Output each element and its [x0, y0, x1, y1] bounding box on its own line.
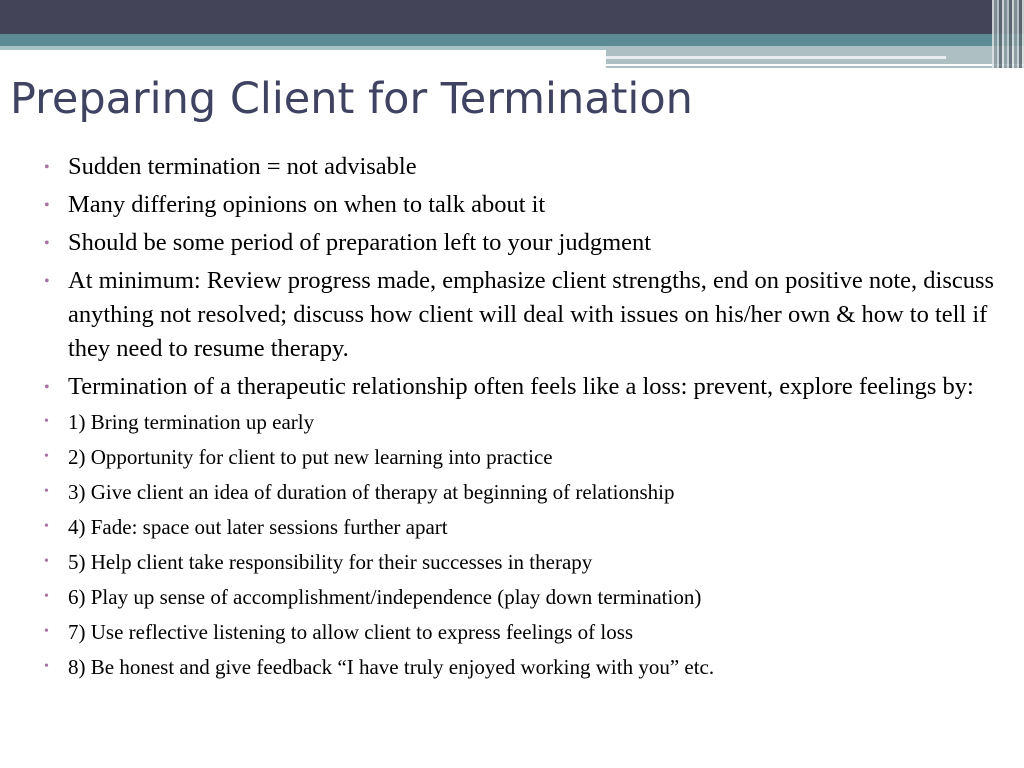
bullet-item: [40, 548, 1000, 576]
bullet-icon: •: [44, 554, 49, 569]
bullet-icon: •: [44, 589, 49, 604]
bullet-icon: •: [44, 159, 50, 176]
bullet-icon: •: [44, 484, 49, 499]
header-accent-line: [606, 56, 946, 59]
bullet-item: [40, 264, 1000, 366]
header-teal-band: [0, 34, 1024, 46]
bullet-item: [40, 653, 1000, 681]
bullet-icon: •: [44, 449, 49, 464]
header-accent-line-2: [606, 64, 1024, 66]
bullet-item: [40, 513, 1000, 541]
bullet-item: [40, 150, 1000, 184]
bullet-icon: •: [44, 519, 49, 534]
bullet-icon: •: [44, 414, 49, 429]
bullet-item: [40, 478, 1000, 506]
bullet-item: [40, 226, 1000, 260]
bullet-text: 4) Fade: space out later sessions further apart: [68, 515, 448, 539]
bullet-icon: •: [44, 235, 50, 252]
bullet-text: 2) Opportunity for client to put new learning into practice: [68, 445, 553, 469]
bullet-text: Termination of a therapeutic relationship often feels like a loss: prevent, explore feelings by:: [68, 373, 974, 400]
bullet-item: [40, 443, 1000, 471]
bullet-item: [40, 188, 1000, 222]
bullet-text: Many differing opinions on when to talk about it: [68, 191, 546, 218]
bullet-item: [40, 583, 1000, 611]
slide-title: Preparing Client for Termination: [10, 74, 693, 124]
bullet-text: 8) Be honest and give feedback “I have truly enjoyed working with you” etc.: [68, 655, 715, 679]
bullet-item: [40, 408, 1000, 436]
header-stripes: [992, 0, 1024, 68]
bullet-text: At minimum: Review progress made, emphasize client strengths, end on positive note, discuss anything not resolved; discuss how client will deal with issues on his/her own & how to tell if they need to resume therapy.: [68, 267, 995, 362]
bullet-item: [40, 370, 1000, 404]
bullet-text: 6) Play up sense of accomplishment/independence (play down termination): [68, 585, 702, 609]
bullet-list: [40, 150, 1000, 688]
header-band: [0, 0, 1024, 34]
bullet-text: 7) Use reflective listening to allow client to express feelings of loss: [68, 620, 634, 644]
bullet-text: 5) Help client take responsibility for their successes in therapy: [68, 550, 593, 574]
bullet-text: Sudden termination = not advisable: [68, 153, 417, 180]
bullet-item: [40, 618, 1000, 646]
bullet-icon: •: [44, 659, 49, 674]
bullet-icon: •: [44, 273, 50, 290]
bullet-icon: •: [44, 197, 50, 214]
bullet-icon: •: [44, 379, 50, 396]
bullet-text: Should be some period of preparation left to your judgment: [68, 229, 652, 256]
bullet-text: 3) Give client an idea of duration of therapy at beginning of relationship: [68, 480, 675, 504]
bullet-text: 1) Bring termination up early: [68, 410, 315, 434]
bullet-icon: •: [44, 624, 49, 639]
